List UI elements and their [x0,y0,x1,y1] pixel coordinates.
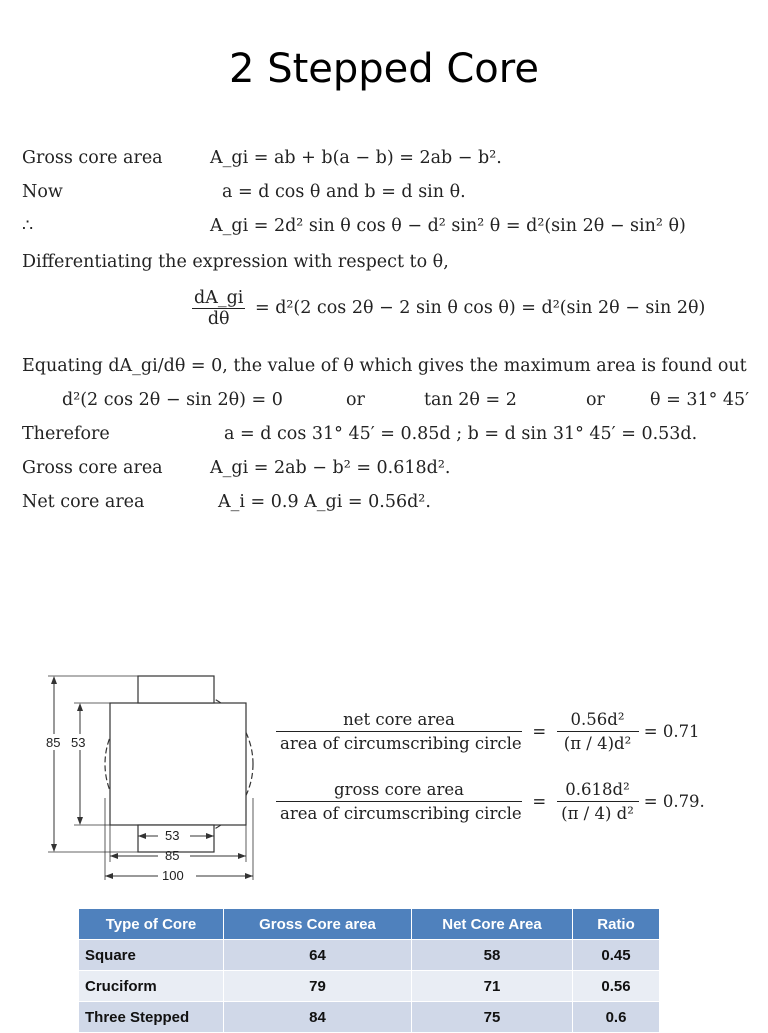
header-type-of-core: Type of Core [79,909,224,940]
table-header-row [79,909,660,940]
expanded-area-equation: A_gi = 2d² sin θ cos θ − d² sin² θ = d²(sin 2θ − sin² θ) [210,216,686,236]
header-net-core-area: Net Core Area [412,909,573,940]
arrowhead [51,844,57,852]
dim-85-left: 85 [46,735,61,750]
page-title: 2 Stepped Core [229,46,539,92]
therefore-symbol: ∴ [22,216,34,236]
core-upper-step [138,676,214,703]
dim-53-bottom: 53 [165,828,180,843]
derivative-rhs: = d²(2 cos 2θ − 2 sin θ cos θ) = d²(sin 2θ − sin 2θ) [254,298,706,318]
cell-net-area: 75 [412,1002,573,1033]
cell-core-type: Three Stepped [79,1002,224,1033]
net-ratio-fraction [276,710,522,753]
derivative-fraction [192,288,245,329]
gross-ratio-fraction [276,780,522,823]
cell-gross-area: 84 [224,1002,412,1033]
header-gross-core-area: Gross Core area [224,909,412,940]
arrowhead [51,676,57,684]
table-row [79,971,660,1002]
gross-ratio-result-denominator: (π / 4) d² [561,804,634,823]
cell-gross-area: 64 [224,940,412,971]
cell-ratio: 0.45 [573,940,660,971]
dim-85-bottom: 85 [165,848,180,863]
net-ratio-result-denominator: (π / 4)d² [563,734,632,753]
net-ratio-result-fraction [557,710,639,753]
cell-gross-area: 79 [224,971,412,1002]
net-ratio-result-numerator: 0.56d² [557,710,639,732]
gross-area-equation: A_gi = ab + b(a − b) = 2ab − b². [210,148,502,168]
arrowhead [110,853,118,859]
equals-sign: = [532,792,547,811]
stepped-core-diagram [40,658,265,888]
a-b-values-equation: a = d cos 31° 45′ = 0.85d ; b = d sin 31° 45′ = 0.53d. [224,424,698,444]
substitution-equation: a = d cos θ and b = d sin θ. [222,182,466,202]
gross-ratio-numerator: gross core area [276,780,522,802]
derivative-equation [188,288,705,329]
derivative-denominator: dθ [207,309,230,329]
arrowhead [77,817,83,825]
or-text: or [586,390,605,410]
differentiating-text: Differentiating the expression with respect to θ, [22,252,449,272]
net-ratio-numerator: net core area [276,710,522,732]
line-label: Therefore [22,424,110,444]
or-text: or [346,390,365,410]
arrowhead [77,703,83,711]
table-row [79,1002,660,1033]
cell-net-area: 71 [412,971,573,1002]
cell-ratio: 0.56 [573,971,660,1002]
cell-net-area: 58 [412,940,573,971]
cell-core-type: Square [79,940,224,971]
gross-ratio-result-fraction [557,780,639,823]
derivative-numerator: dA_gi [194,288,244,308]
equals-sign: = [532,722,547,741]
net-ratio-value: = 0.71 [643,722,700,741]
line-label: Now [22,182,63,202]
table-row [79,940,660,971]
core-outer-step [110,703,246,825]
theta-value: θ = 31° 45′ [650,390,750,410]
dim-100-bottom: 100 [162,868,184,883]
equating-text: Equating dA_gi/dθ = 0, the value of θ which gives the maximum area is found out [22,356,747,376]
net-core-area-result: A_i = 0.9 A_gi = 0.56d². [218,492,431,512]
gross-ratio-equation [276,780,705,823]
gross-core-area-result: A_gi = 2ab − b² = 0.618d². [210,458,451,478]
gross-ratio-denominator: area of circumscribing circle [280,804,522,823]
header-ratio: Ratio [573,909,660,940]
net-ratio-equation [276,710,700,753]
cell-core-type: Cruciform [79,971,224,1002]
solution-equation: d²(2 cos 2θ − sin 2θ) = 0 [62,390,283,410]
arrowhead [245,873,253,879]
tan-equation: tan 2θ = 2 [424,390,517,410]
arrowhead [105,873,113,879]
line-label: Net core area [22,492,145,512]
cell-ratio: 0.6 [573,1002,660,1033]
core-comparison-table [78,908,660,1033]
gross-ratio-value: = 0.79. [643,792,705,811]
dim-53-left: 53 [71,735,86,750]
line-label: Gross core area [22,148,163,168]
net-ratio-denominator: area of circumscribing circle [280,734,522,753]
gross-ratio-result-numerator: 0.618d² [557,780,639,802]
arrowhead [238,853,246,859]
line-label: Gross core area [22,458,163,478]
